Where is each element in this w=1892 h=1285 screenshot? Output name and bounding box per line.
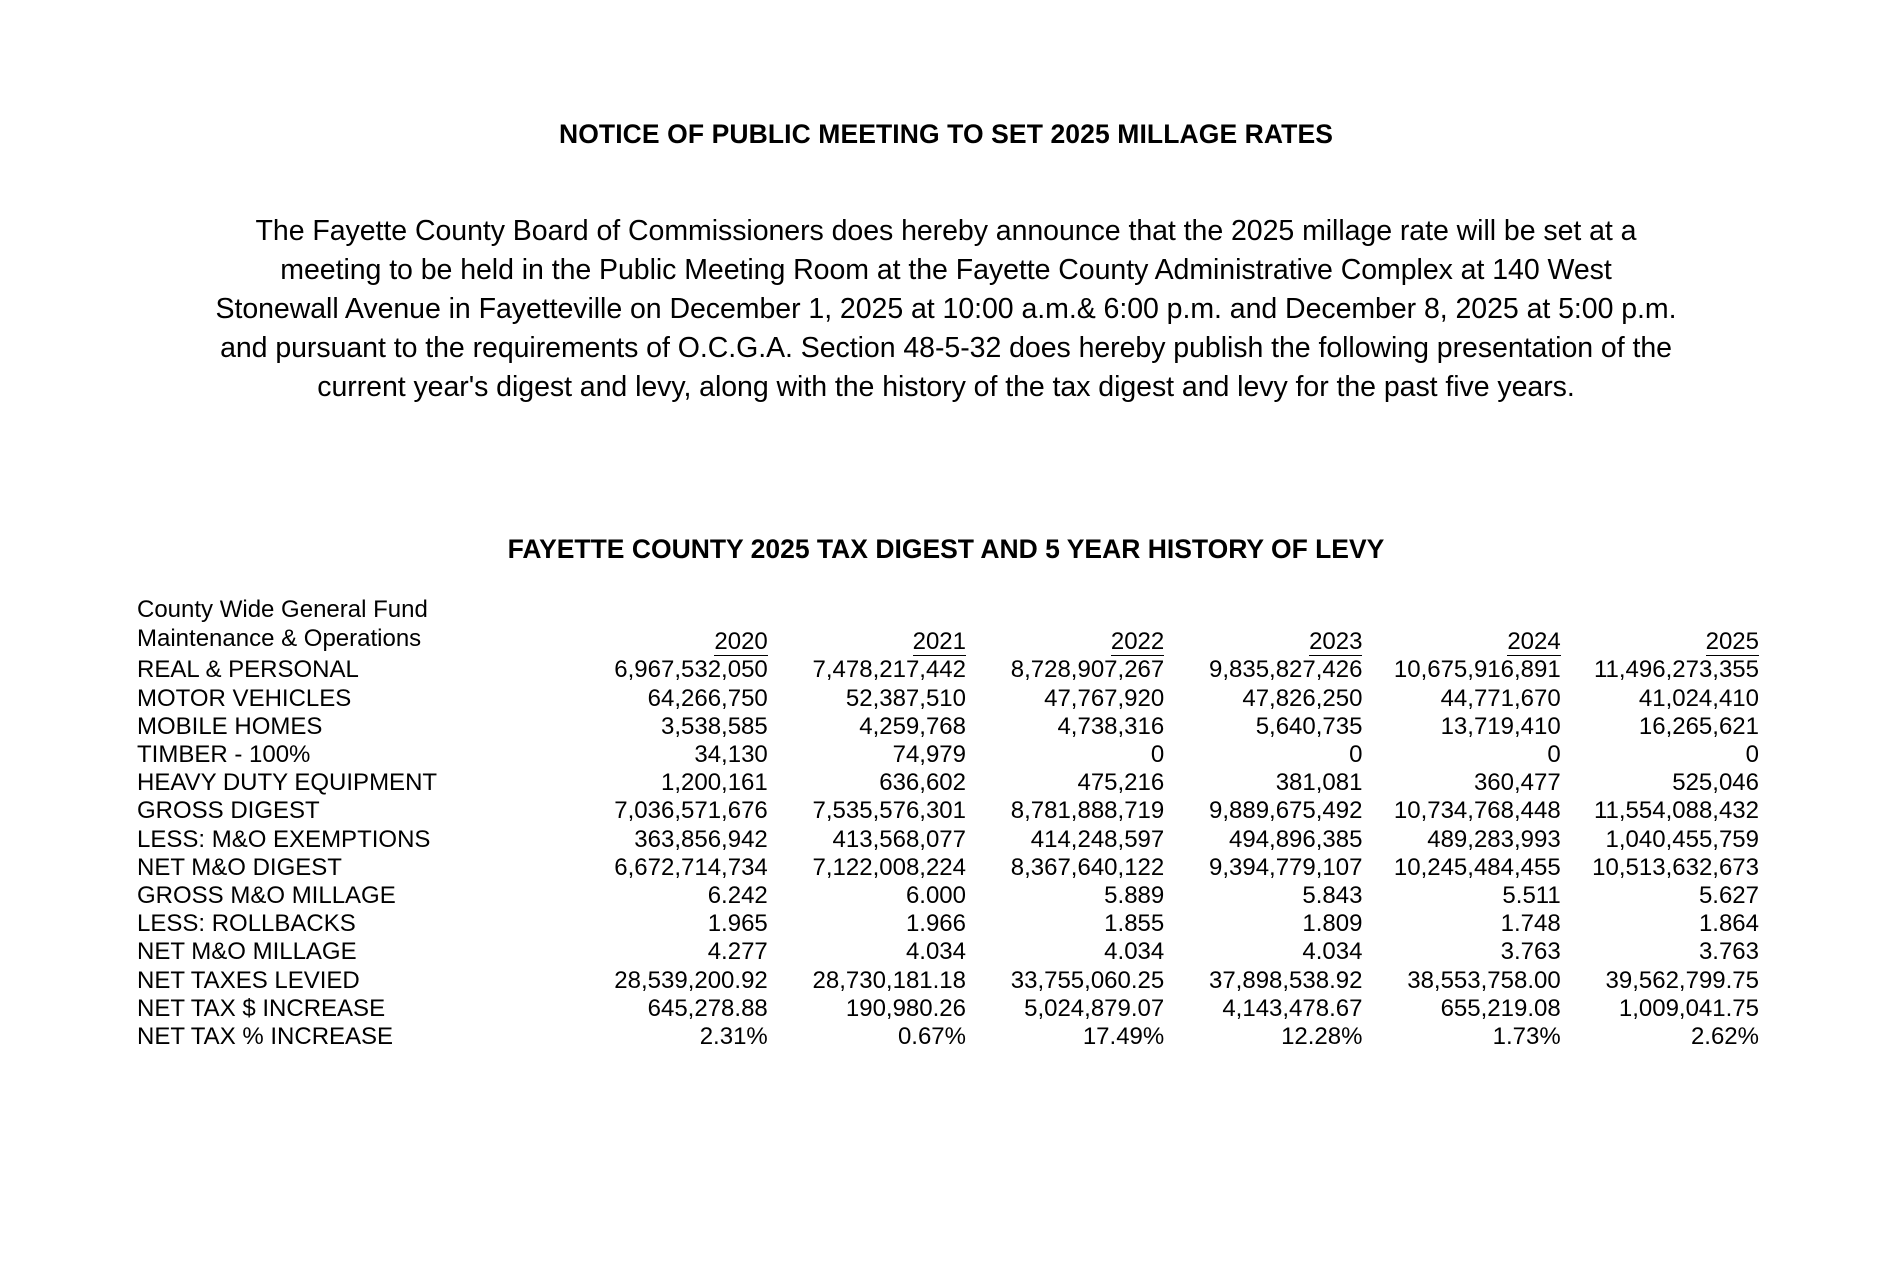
row-label: NET TAXES LEVIED — [137, 966, 360, 994]
row-label: NET M&O DIGEST — [137, 853, 342, 881]
row-value: 3.763 — [1698, 938, 1759, 966]
row-value: 414,248,597 — [1030, 825, 1165, 853]
row-value: 2.62% — [1690, 1023, 1759, 1051]
row-value: 11,496,273,355 — [1593, 656, 1759, 684]
row-value: 6,672,714,734 — [614, 853, 768, 881]
row-value: 475,216 — [1077, 769, 1165, 797]
row-label: REAL & PERSONAL — [137, 656, 359, 684]
table-body — [137, 656, 1759, 1051]
notice-paragraph-line: Stonewall Avenue in Fayetteville on December 1, 2025 at 10:00 a.m.& 6:00 p.m. and December 8, 2025 at 5:00 p.m. — [215, 293, 1677, 325]
row-value: 360,477 — [1473, 769, 1561, 797]
row-value: 381,081 — [1275, 769, 1363, 797]
notice-paragraph — [122, 212, 1770, 407]
row-value: 489,283,993 — [1427, 825, 1561, 853]
row-label: NET TAX $ INCREASE — [137, 994, 386, 1022]
row-value: 10,675,916,891 — [1393, 656, 1561, 684]
row-value: 3,538,585 — [660, 712, 768, 740]
notice-paragraph-line: The Fayette County Board of Commissioners does hereby announce that the 2025 millage rate will be set at a — [255, 215, 1637, 247]
table-row — [137, 656, 1759, 684]
fund-name-line1: County Wide General Fund — [137, 596, 428, 623]
row-value: 39,562,799.75 — [1605, 966, 1759, 994]
table-header-row-fund — [137, 596, 1759, 625]
row-value: 7,535,576,301 — [812, 797, 966, 825]
row-value: 1.809 — [1302, 910, 1363, 938]
row-value: 10,245,484,455 — [1393, 853, 1561, 881]
column-header-year — [966, 625, 1164, 656]
row-value: 5.843 — [1302, 882, 1363, 910]
row-value: 5,024,879.07 — [1024, 994, 1165, 1022]
row-value: 11,554,088,432 — [1593, 797, 1759, 825]
row-label: TIMBER - 100% — [137, 741, 311, 769]
row-value: 8,367,640,122 — [1010, 853, 1165, 881]
row-value: 5.889 — [1104, 882, 1165, 910]
row-value: 1,009,041.75 — [1618, 994, 1759, 1022]
row-label: NET M&O MILLAGE — [137, 938, 357, 966]
row-value: 655,219.08 — [1440, 994, 1561, 1022]
row-value: 5,640,735 — [1255, 712, 1363, 740]
row-value: 2.31% — [699, 1023, 768, 1051]
row-label: HEAVY DUTY EQUIPMENT — [137, 769, 438, 797]
page-title: NOTICE OF PUBLIC MEETING TO SET 2025 MILLAGE RATES — [558, 119, 1334, 149]
table-header — [137, 596, 1759, 656]
row-value: 47,767,920 — [1044, 684, 1165, 712]
table-caption: FAYETTE COUNTY 2025 TAX DIGEST AND 5 YEAR HISTORY OF LEVY — [507, 534, 1385, 564]
row-value: 5.627 — [1698, 882, 1759, 910]
row-value: 10,513,632,673 — [1592, 853, 1759, 881]
row-value: 4.034 — [1104, 938, 1165, 966]
row-label: NET TAX % INCREASE — [137, 1023, 394, 1051]
table-header-row-years — [137, 625, 1759, 656]
row-value: 38,553,758.00 — [1407, 966, 1561, 994]
table-row — [137, 967, 1759, 995]
tax-digest-table-container — [137, 596, 1759, 1051]
row-value: 7,478,217,442 — [812, 656, 966, 684]
year-label: 2020 — [714, 628, 768, 656]
row-value: 525,046 — [1672, 769, 1759, 797]
row-value: 9,889,675,492 — [1208, 797, 1363, 825]
row-value: 413,568,077 — [832, 825, 966, 853]
row-value: 1.855 — [1104, 910, 1165, 938]
row-value: 5.511 — [1502, 882, 1561, 910]
row-label: LESS: ROLLBACKS — [137, 910, 356, 938]
table-row — [137, 854, 1759, 882]
row-value: 8,728,907,267 — [1010, 656, 1165, 684]
row-value: 6,967,532,050 — [614, 656, 768, 684]
row-value: 0 — [1150, 741, 1165, 769]
year-label: 2022 — [1110, 628, 1165, 656]
row-value: 9,394,779,107 — [1208, 853, 1363, 881]
row-value: 7,036,571,676 — [614, 797, 768, 825]
table-row — [137, 882, 1759, 910]
column-header-year — [570, 625, 768, 656]
row-value: 28,730,181.18 — [812, 966, 966, 994]
row-value: 645,278.88 — [647, 994, 768, 1022]
column-header-year — [1362, 625, 1560, 656]
row-label: LESS: M&O EXEMPTIONS — [137, 825, 431, 853]
tax-digest-table — [137, 596, 1759, 1051]
column-header-year — [768, 625, 966, 656]
row-value: 0 — [1547, 741, 1561, 769]
row-value: 4.277 — [707, 938, 768, 966]
row-value: 7,122,008,224 — [812, 853, 966, 881]
row-value: 1,200,161 — [660, 769, 768, 797]
row-value: 4,738,316 — [1057, 712, 1165, 740]
row-value: 1.864 — [1698, 910, 1759, 938]
row-value: 0 — [1349, 741, 1363, 769]
table-row — [137, 938, 1759, 966]
row-value: 16,265,621 — [1638, 712, 1759, 740]
row-value: 47,826,250 — [1242, 684, 1363, 712]
row-value: 0.67% — [897, 1023, 966, 1051]
table-row — [137, 797, 1759, 825]
row-value: 4,259,768 — [859, 712, 966, 740]
row-value: 0 — [1745, 741, 1759, 769]
row-value: 363,856,942 — [634, 825, 768, 853]
row-value: 4,143,478.67 — [1222, 994, 1363, 1022]
row-value: 3.763 — [1500, 938, 1561, 966]
row-value: 1,040,455,759 — [1605, 825, 1759, 853]
row-value: 64,266,750 — [647, 684, 768, 712]
row-label: GROSS M&O MILLAGE — [137, 882, 396, 910]
table-row — [137, 741, 1759, 769]
row-value: 1.748 — [1500, 910, 1561, 938]
row-value: 13,719,410 — [1440, 712, 1561, 740]
row-value: 41,024,410 — [1638, 684, 1759, 712]
table-row — [137, 685, 1759, 713]
row-value: 1.73% — [1492, 1023, 1561, 1051]
year-label: 2023 — [1309, 628, 1363, 656]
row-value: 636,602 — [879, 769, 966, 797]
year-label: 2024 — [1507, 628, 1561, 656]
row-value: 9,835,827,426 — [1208, 656, 1363, 684]
row-label: MOTOR VEHICLES — [137, 684, 352, 712]
row-value: 28,539,200.92 — [614, 966, 768, 994]
notice-paragraph-line: and pursuant to the requirements of O.C.G.A. Section 48-5-32 does hereby publish the following presentation of the — [220, 332, 1672, 364]
column-header-year — [1164, 625, 1362, 656]
row-value: 1.965 — [707, 910, 768, 938]
row-value: 1.966 — [905, 910, 966, 938]
row-value: 494,896,385 — [1229, 825, 1363, 853]
row-value: 34,130 — [694, 741, 768, 769]
row-value: 10,734,768,448 — [1393, 797, 1561, 825]
row-value: 6.000 — [905, 882, 966, 910]
row-value: 190,980.26 — [845, 994, 966, 1022]
fund-name-line2: Maintenance & Operations — [137, 625, 422, 653]
row-value: 12.28% — [1281, 1023, 1363, 1051]
year-label: 2021 — [912, 628, 966, 656]
table-row — [137, 995, 1759, 1023]
row-label: GROSS DIGEST — [137, 797, 320, 825]
column-header-year — [1561, 625, 1759, 656]
row-value: 44,771,670 — [1440, 684, 1561, 712]
row-value: 17.49% — [1082, 1023, 1165, 1051]
row-value: 74,979 — [892, 741, 966, 769]
row-value: 8,781,888,719 — [1010, 797, 1165, 825]
table-row — [137, 769, 1759, 797]
table-row — [137, 826, 1759, 854]
row-value: 6.242 — [707, 882, 768, 910]
row-value: 4.034 — [1302, 938, 1363, 966]
table-row — [137, 910, 1759, 938]
header-spacer — [570, 596, 1759, 625]
notice-paragraph-line: meeting to be held in the Public Meeting Room at the Fayette County Administrative Complex at 140 West — [280, 254, 1612, 286]
row-value: 4.034 — [905, 938, 966, 966]
notice-paragraph-line: current year's digest and levy, along with the history of the tax digest and levy for the past five years. — [317, 371, 1575, 403]
row-value: 52,387,510 — [845, 684, 966, 712]
row-label: MOBILE HOMES — [137, 712, 323, 740]
table-row — [137, 713, 1759, 741]
table-row — [137, 1023, 1759, 1051]
row-value: 33,755,060.25 — [1010, 966, 1165, 994]
year-label: 2025 — [1705, 628, 1759, 656]
row-value: 37,898,538.92 — [1208, 966, 1363, 994]
